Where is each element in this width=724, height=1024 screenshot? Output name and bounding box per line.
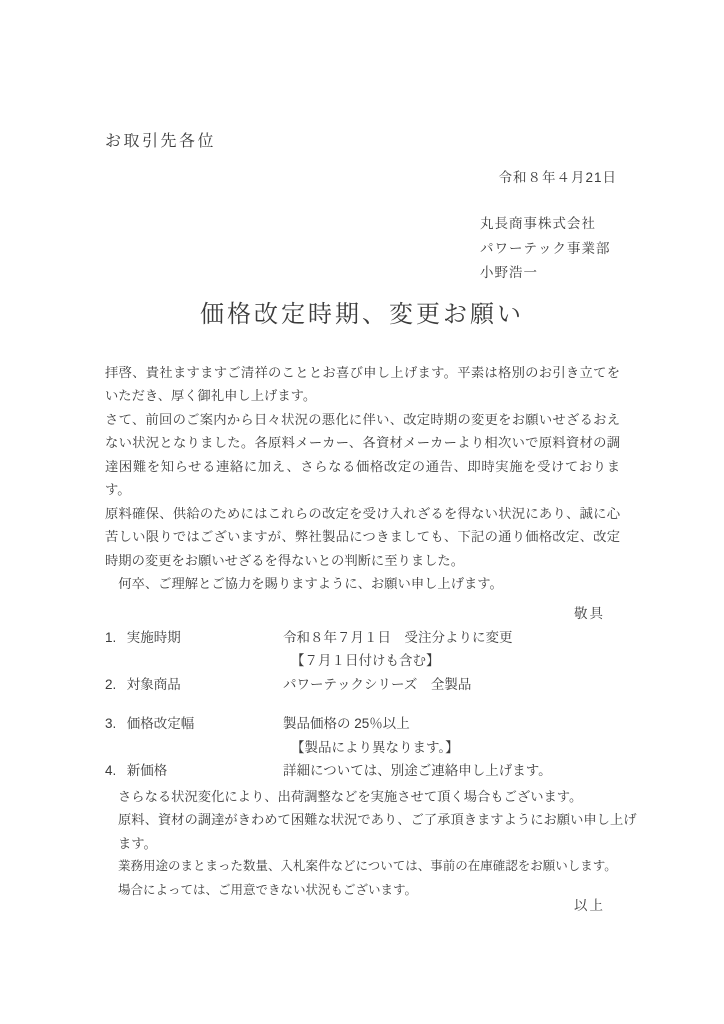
closing-ijou: 以上 <box>574 898 605 913</box>
item-number: 1. <box>105 629 117 645</box>
note-stock-confirmation: 業務用途のまとまった数量、入札案件などについては、事前の在庫確認をお願いします。 <box>118 859 617 873</box>
item-note: 【７月１日付けも含む】 <box>291 653 440 668</box>
body-paragraph-greeting: 拝啓、貴社ますますご清祥のこととお喜び申し上げます。平素は格別のお引き立てをいただき、厚く御礼申し上げます。 <box>105 364 620 403</box>
document-title: 価格改定時期、変更お願い <box>200 300 524 328</box>
supplementary-notes <box>118 785 644 856</box>
body-paragraph-decision: 原料確保、供給のためにはこれらの改定を受け入れざるを得ない状況にあり、誠に心苦しい限りではございますが、弊社製品につきましても、下記の通り価格改定、改定時期の変更をお願いせざるを得ないとの判断に至りました。 <box>105 505 620 568</box>
sender-company: 丸長商事株式会社 <box>480 216 596 231</box>
sender-block <box>480 212 620 286</box>
list-item-schedule <box>105 626 620 673</box>
list-item-products <box>105 673 620 697</box>
item-number: 3. <box>105 716 117 731</box>
recipient-line: お取引先各位 <box>105 133 217 150</box>
item-label: 実施時期 <box>126 629 181 645</box>
item-value: 令和８年７月１日 受注分よりに変更 <box>283 629 513 645</box>
item-label: 対象商品 <box>126 676 181 692</box>
body-paragraph-situation: さて、前回のご案内から日々状況の悪化に伴い、改定時期の変更をお願いせざるおえない状況となりました。各原料メーカー、各資材メーカーより相次いで原料資材の調達困難を知らせる連絡に加え、さらなる価格改定の通告、即時実施を受けております。 <box>105 411 620 497</box>
item-label: 価格改定幅 <box>126 716 195 731</box>
sender-person: 小野浩一 <box>480 265 538 280</box>
sender-division: パワーテック事業部 <box>480 240 611 256</box>
letter-body <box>105 361 620 596</box>
list-item-price-range <box>105 712 620 759</box>
item-value: 詳細については、別途ご連絡申し上げます。 <box>283 763 552 778</box>
item-number: 2. <box>105 676 117 692</box>
item-value: 製品価格の 25％以上 <box>283 716 410 731</box>
body-paragraph-request: 何卒、ご理解とご協力を賜りますように、お願い申し上げます。 <box>105 576 503 591</box>
note-procurement-difficulty: 原料、資材の調達がきわめて困難な状況であり、ご了承頂きますようにお願い申し上げます。 <box>118 812 637 851</box>
detail-list <box>105 626 620 783</box>
list-item-new-price <box>105 759 620 783</box>
item-label: 新価格 <box>126 763 168 778</box>
note-availability: 場合によっては、ご用意できない状況もございます。 <box>118 882 418 897</box>
item-note: 【製品により異なります。】 <box>291 739 459 755</box>
item-value: パワーテックシリーズ 全製品 <box>283 676 472 692</box>
item-number: 4. <box>105 763 117 778</box>
closing-keigu: 敬具 <box>574 605 605 621</box>
note-shipment-adjustment: さらなる状況変化により、出荷調整などを実施させて頂く場合もございます。 <box>118 788 583 804</box>
document-date: 令和８年４月21日 <box>498 170 617 185</box>
